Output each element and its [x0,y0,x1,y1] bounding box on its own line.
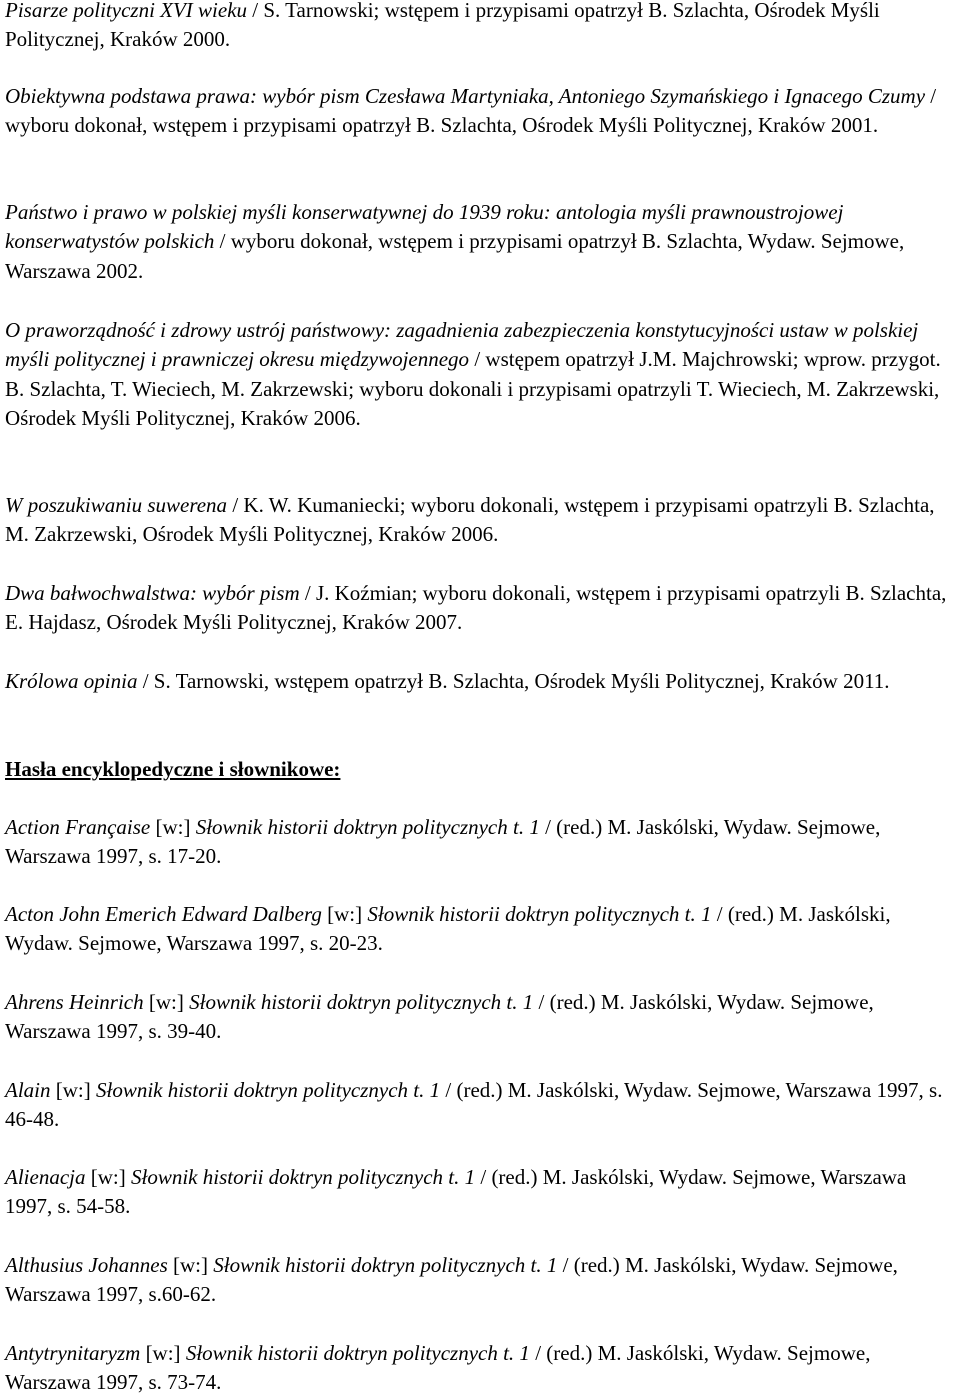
entry-source: Słownik historii doktryn politycznych t. 1 [367,902,712,926]
entry-details: / wyboru dokonał, wstępem i przypisami opatrzył B. Szlachta, Wydaw. Sejmowe, Warszawa 2002. [5,229,905,283]
bibliography-entry [5,0,957,55]
entry-connector: [w:] [143,990,190,1014]
encyclopedia-entry [5,1163,957,1222]
section-heading: Hasła encyklopedyczne i słownikowe: [5,757,341,781]
entry-source: Słownik historii doktryn politycznych t. 1 [213,1253,558,1277]
entry-details: / J. Koźmian; wyboru dokonali, wstępem i przypisami opatrzyli B. Szlachta, E. Hajdasz, Ośrodek Myśli Politycznej, Kraków 2007. [5,581,947,635]
bibliography-entry [5,82,957,141]
entry-title: Pisarze polityczni XVI wieku [5,0,248,22]
entry-connector: [w:] [321,902,368,926]
entry-connector: [w:] [167,1253,214,1277]
encyclopedia-entry [5,988,957,1047]
encyclopedia-entry [5,1251,957,1310]
entry-details: / (red.) M. Jaskólski, Wydaw. Sejmowe, Warszawa 1997, s. 73-74. [5,1341,871,1395]
entry-title: Ahrens Heinrich [5,990,144,1014]
entry-connector: [w:] [140,1341,186,1365]
entry-details: / (red.) M. Jaskólski, Wydaw. Sejmowe, Warszawa 1997, s. 17-20. [5,815,881,869]
entry-title: Dwa bałwochwalstwa: wybór pism [5,581,300,605]
entry-source: Słownik historii doktryn politycznych t. 1 [189,990,534,1014]
entry-title: Alienacja [5,1165,86,1189]
entry-connector: [w:] [150,815,196,839]
entry-details: / K. W. Kumaniecki; wyboru dokonali, wstępem i przypisami opatrzyli B. Szlachta, M. Zakrzewski, Ośrodek Myśli Politycznej, Kraków 2006. [5,493,935,547]
entry-connector: [w:] [85,1165,131,1189]
entry-details: / (red.) M. Jaskólski, Wydaw. Sejmowe, Warszawa 1997, s. 46-48. [5,1078,943,1132]
entry-source: Słownik historii doktryn politycznych t. 1 [96,1078,441,1102]
entry-title: Alain [5,1078,51,1102]
entry-title: Antytrynitaryzm [5,1341,141,1365]
entry-details: / (red.) M. Jaskólski, Wydaw. Sejmowe, Warszawa 1997, s. 39-40. [5,990,874,1044]
entry-details: / (red.) M. Jaskólski, Wydaw. Sejmowe, Warszawa 1997, s.60-62. [5,1253,898,1307]
entry-title: Action Française [5,815,151,839]
encyclopedia-entry [5,900,957,959]
encyclopedia-entry [5,1339,957,1398]
bibliography-entry [5,316,957,433]
encyclopedia-entry [5,813,957,872]
entry-title: Obiektywna podstawa prawa: wybór pism Czesława Martyniaka, Antoniego Szymańskiego i Ignacego Czumy [5,84,926,108]
entry-details: / S. Tarnowski, wstępem opatrzył B. Szlachta, Ośrodek Myśli Politycznej, Kraków 2011. [137,669,890,693]
entry-details: / (red.) M. Jaskólski, Wydaw. Sejmowe, Warszawa 1997, s. 54-58. [5,1165,907,1219]
entry-title: W poszukiwaniu suwerena [5,493,228,517]
entry-title: Althusius Johannes [5,1253,168,1277]
bibliography-entry [5,491,957,550]
bibliography-entry [5,198,960,286]
entry-title: Acton John Emerich Edward Dalberg [5,902,322,926]
entry-connector: [w:] [50,1078,96,1102]
entry-details: / S. Tarnowski; wstępem i przypisami opatrzył B. Szlachta, Ośrodek Myśli Politycznej, Kraków 2000. [5,0,880,52]
entry-source: Słownik historii doktryn politycznych t. 1 [195,815,540,839]
entry-details: / (red.) M. Jaskólski, Wydaw. Sejmowe, Warszawa 1997, s. 20-23. [5,902,891,956]
entry-title: Królowa opinia [5,669,138,693]
entry-source: Słownik historii doktryn politycznych t. 1 [130,1165,476,1189]
entry-source: Słownik historii doktryn politycznych t. 1 [185,1341,530,1365]
entry-title: O praworządność i zdrowy ustrój państwowy: zagadnienia zabezpieczenia konstytucyjności ustaw w polskiej myśli politycznej i prawniczej okresu międzywojennego [5,318,919,372]
entry-title: Państwo i prawo w polskiej myśli konserwatywnej do 1939 roku: antologia myśli prawnoustrojowej konserwatystów polskich [5,200,844,254]
bibliography-entry [5,579,957,638]
entry-details: / wstępem opatrzył J.M. Majchrowski; wprow. przygot. B. Szlachta, T. Wieciech, M. Zakrzewski; wyboru dokonali i przypisami opatrzyli T. Wieciech, M. Zakrzewski, Ośrodek Myśli Politycznej, Kraków 2006. [5,347,941,430]
encyclopedia-entry [5,1076,957,1135]
entry-details: / wyboru dokonał, wstępem i przypisami opatrzył B. Szlachta, Ośrodek Myśli Politycznej, Kraków 2001. [5,84,937,138]
bibliography-entry [5,667,957,696]
